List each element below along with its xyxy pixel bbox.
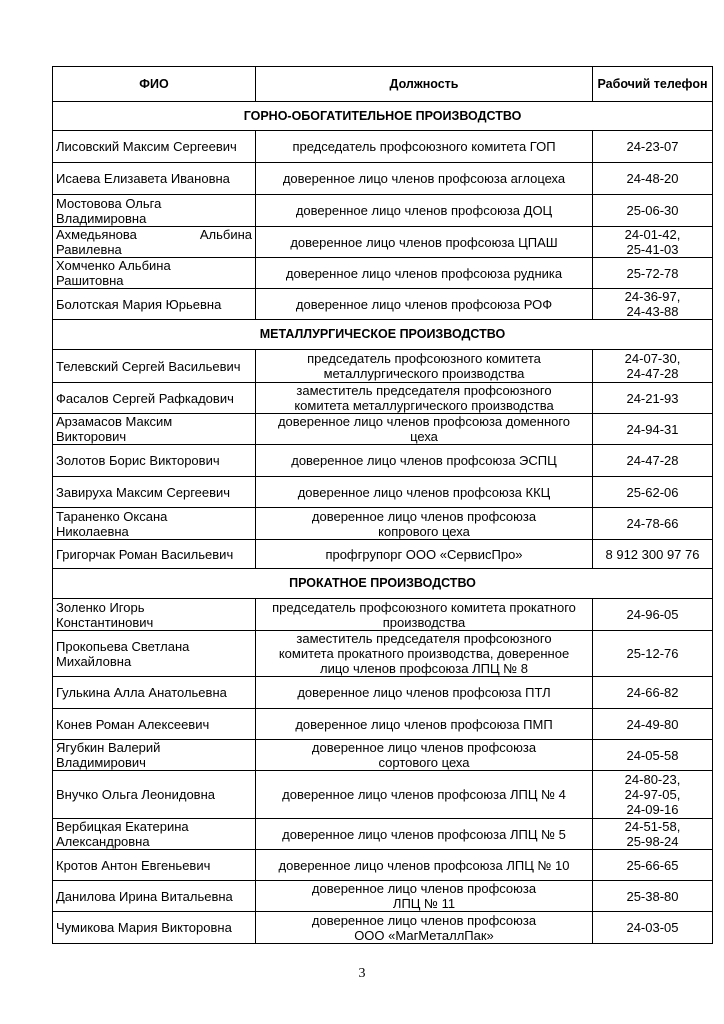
section-title: МЕТАЛЛУРГИЧЕСКОЕ ПРОИЗВОДСТВО <box>53 320 713 350</box>
table-row <box>53 195 713 227</box>
position-cell: доверенное лицо членов профсоюза ПМП <box>256 709 593 740</box>
phone-cell: 24-48-20 <box>593 163 713 195</box>
phone-cell: 24-01-42, 25-41-03 <box>593 227 713 258</box>
phone-cell: 25-66-65 <box>593 850 713 881</box>
name-cell: Григорчак Роман Васильевич <box>53 540 256 569</box>
table-row <box>53 289 713 320</box>
name-cell: Телевский Сергей Васильевич <box>53 350 256 383</box>
position-cell: доверенное лицо членов профсоюза доменного цеха <box>256 414 593 445</box>
position-cell: доверенное лицо членов профсоюза РОФ <box>256 289 593 320</box>
name-cell: Тараненко Оксана Николаевна <box>53 508 256 540</box>
name-cell: Фасалов Сергей Рафкадович <box>53 383 256 414</box>
phone-cell: 24-05-58 <box>593 740 713 771</box>
phone-cell: 24-23-07 <box>593 131 713 163</box>
position-cell: доверенное лицо членов профсоюза ЛПЦ № 11 <box>256 881 593 912</box>
position-cell: доверенное лицо членов профсоюза ПТЛ <box>256 677 593 709</box>
table-row <box>53 540 713 569</box>
phone-cell: 24-49-80 <box>593 709 713 740</box>
table-row <box>53 258 713 289</box>
phone-cell: 24-96-05 <box>593 599 713 631</box>
phone-cell: 24-03-05 <box>593 912 713 944</box>
phone-cell: 24-36-97, 24-43-88 <box>593 289 713 320</box>
position-cell: доверенное лицо членов профсоюза ДОЦ <box>256 195 593 227</box>
name-cell: Кротов Антон Евгеньевич <box>53 850 256 881</box>
table-row <box>53 631 713 677</box>
name-cell: Арзамасов Максим Викторович <box>53 414 256 445</box>
table-row <box>53 131 713 163</box>
name-cell: Вербицкая Екатерина Александровна <box>53 819 256 850</box>
header-position: Должность <box>256 67 593 102</box>
section-title: ПРОКАТНОЕ ПРОИЗВОДСТВО <box>53 569 713 599</box>
position-cell: доверенное лицо членов профсоюза ЭСПЦ <box>256 445 593 477</box>
table-row <box>53 414 713 445</box>
position-cell: доверенное лицо членов профсоюза ККЦ <box>256 477 593 508</box>
table-row <box>53 819 713 850</box>
position-cell: доверенное лицо членов профсоюза копрового цеха <box>256 508 593 540</box>
table-row <box>53 850 713 881</box>
table-row <box>53 599 713 631</box>
name-cell: Данилова Ирина Витальевна <box>53 881 256 912</box>
section-row <box>53 569 713 599</box>
name-cell: Исаева Елизавета Ивановна <box>53 163 256 195</box>
table-row <box>53 771 713 819</box>
name-cell: Мостовова Ольга Владимировна <box>53 195 256 227</box>
name-cell: Болотская Мария Юрьевна <box>53 289 256 320</box>
phone-cell: 24-94-31 <box>593 414 713 445</box>
position-cell: председатель профсоюзного комитета металлургического производства <box>256 350 593 383</box>
table-row <box>53 383 713 414</box>
name-cell: Лисовский Максим Сергеевич <box>53 131 256 163</box>
section-row <box>53 320 713 350</box>
table-row <box>53 227 713 258</box>
position-cell: доверенное лицо членов профсоюза ООО «МагМеталлПак» <box>256 912 593 944</box>
phone-cell: 24-07-30, 24-47-28 <box>593 350 713 383</box>
header-phone: Рабочий телефон <box>593 67 713 102</box>
name-cell: Внучко Ольга Леонидовна <box>53 771 256 819</box>
phone-cell: 8 912 300 97 76 <box>593 540 713 569</box>
position-cell: доверенное лицо членов профсоюза ЛПЦ № 5 <box>256 819 593 850</box>
table-header-row <box>53 67 713 102</box>
table-row <box>53 912 713 944</box>
phone-cell: 25-06-30 <box>593 195 713 227</box>
section-title: ГОРНО-ОБОГАТИТЕЛЬНОЕ ПРОИЗВОДСТВО <box>53 102 713 131</box>
table-row <box>53 709 713 740</box>
position-cell: заместитель председателя профсоюзного комитета металлургического производства <box>256 383 593 414</box>
name-cell: Золотов Борис Викторович <box>53 445 256 477</box>
name-cell: Золенко Игорь Константинович <box>53 599 256 631</box>
position-cell: доверенное лицо членов профсоюза аглоцеха <box>256 163 593 195</box>
position-cell: доверенное лицо членов профсоюза рудника <box>256 258 593 289</box>
name-cell: Конев Роман Алексеевич <box>53 709 256 740</box>
position-cell: профгрупорг ООО «СервисПро» <box>256 540 593 569</box>
position-cell: председатель профсоюзного комитета ГОП <box>256 131 593 163</box>
position-cell: председатель профсоюзного комитета прокатного производства <box>256 599 593 631</box>
name-cell: Завируха Максим Сергеевич <box>53 477 256 508</box>
position-cell: доверенное лицо членов профсоюза ЛПЦ № 10 <box>256 850 593 881</box>
table-row <box>53 163 713 195</box>
table-row <box>53 350 713 383</box>
position-cell: доверенное лицо членов профсоюза ЦПАШ <box>256 227 593 258</box>
position-cell: доверенное лицо членов профсоюза ЛПЦ № 4 <box>256 771 593 819</box>
position-cell: доверенное лицо членов профсоюза сортового цеха <box>256 740 593 771</box>
phone-cell: 25-38-80 <box>593 881 713 912</box>
name-cell: Хомченко Альбина Рашитовна <box>53 258 256 289</box>
header-name: ФИО <box>53 67 256 102</box>
table-row <box>53 477 713 508</box>
phone-cell: 25-72-78 <box>593 258 713 289</box>
name-cell: Ягубкин Валерий Владимирович <box>53 740 256 771</box>
position-cell: заместитель председателя профсоюзного комитета прокатного производства, доверенное лицо членов профсоюза ЛПЦ № 8 <box>256 631 593 677</box>
phone-cell: 24-66-82 <box>593 677 713 709</box>
name-cell: Чумикова Мария Викторовна <box>53 912 256 944</box>
phone-cell: 24-80-23, 24-97-05, 24-09-16 <box>593 771 713 819</box>
table-row <box>53 677 713 709</box>
table-row <box>53 445 713 477</box>
name-cell: Прокопьева Светлана Михайловна <box>53 631 256 677</box>
table-row <box>53 508 713 540</box>
phone-cell: 24-47-28 <box>593 445 713 477</box>
phone-cell: 24-78-66 <box>593 508 713 540</box>
table-row <box>53 740 713 771</box>
name-cell: Ахмедьянова Альбина Равилевна <box>53 227 256 258</box>
phone-cell: 24-51-58, 25-98-24 <box>593 819 713 850</box>
page-number: 3 <box>358 966 366 981</box>
staff-table <box>52 66 713 944</box>
name-cell: Гулькина Алла Анатольевна <box>53 677 256 709</box>
phone-cell: 24-21-93 <box>593 383 713 414</box>
phone-cell: 25-12-76 <box>593 631 713 677</box>
section-row <box>53 102 713 131</box>
phone-cell: 25-62-06 <box>593 477 713 508</box>
table-row <box>53 881 713 912</box>
